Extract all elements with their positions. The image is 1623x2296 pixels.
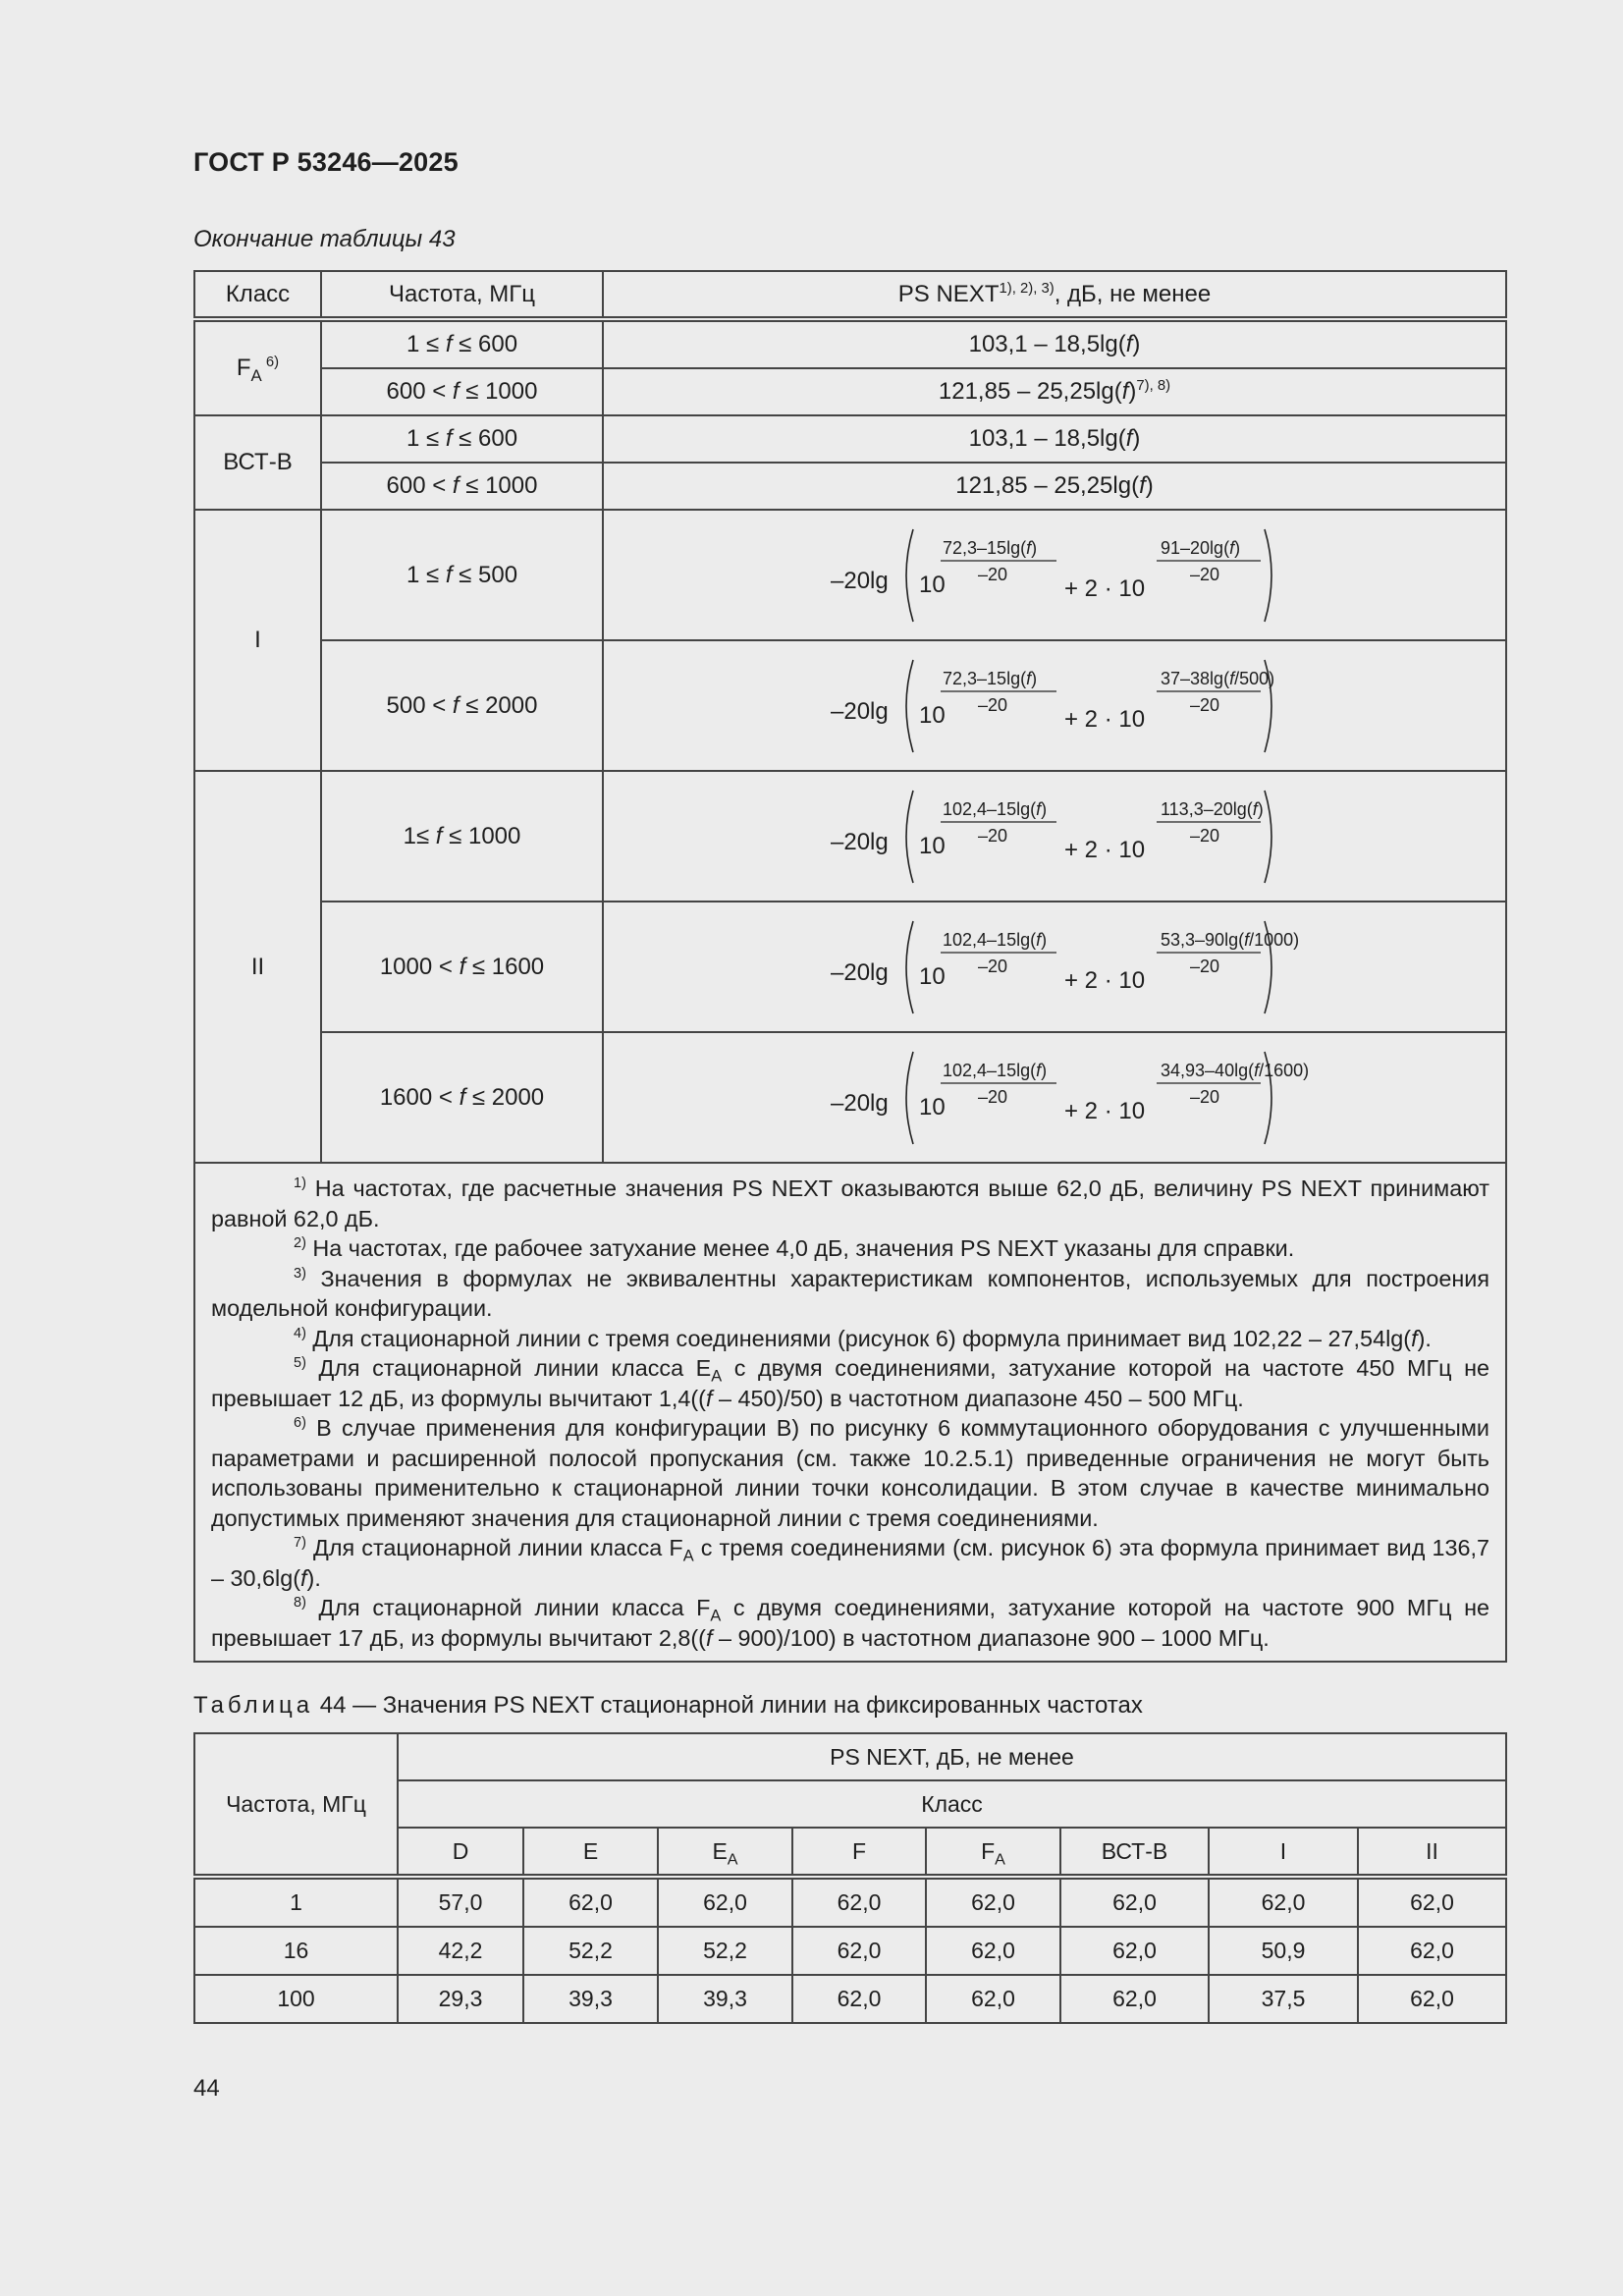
footnote-2: $^{2)}$ На частотах, где рабочее затухание менее 4,0 дБ, значения PS NEXT указаны для справки. bbox=[294, 1235, 1295, 1261]
frequency-cell: 16 bbox=[194, 1927, 398, 1975]
value-cell: 62,0 bbox=[1358, 1975, 1506, 2023]
value-cell: 39,3 bbox=[658, 1975, 792, 2023]
class-header: $E_A$ bbox=[658, 1828, 792, 1877]
header-frequency: Частота, МГц bbox=[194, 1733, 398, 1877]
paren-open: ( bbox=[1246, 798, 1253, 819]
formula-prefix: –20lg bbox=[831, 1089, 889, 1117]
formula-prefix: –20lg bbox=[831, 828, 889, 855]
big-paren-left bbox=[906, 791, 913, 883]
class-header: F bbox=[792, 1828, 926, 1877]
table-row bbox=[194, 415, 1506, 463]
formula-base: 10 bbox=[919, 1093, 946, 1121]
formula-plus-term: + 2 · 10 bbox=[1064, 966, 1146, 994]
formula-base: 10 bbox=[919, 832, 946, 859]
paren-close: ) bbox=[1041, 1060, 1048, 1080]
footnote-4: $^{4)}$ Для стационарной линии с тремя соединениями (рисунок 6) формула принимает вид 102,22 – 27,54lg(f). bbox=[294, 1325, 1432, 1351]
value-cell: 62,0 bbox=[658, 1877, 792, 1927]
value-cell: 62,0 bbox=[792, 1877, 926, 1927]
header-psnext: PS $NEXT^{1), 2), 3)}$, дБ, не менее bbox=[603, 271, 1506, 319]
exponent-denominator: –20 bbox=[978, 825, 1008, 846]
psnext-formula bbox=[829, 521, 1280, 629]
footnote-1: $^{1)}$ На частотах, где расчетные значения PS NEXT оказываются выше 62,0 дБ, величину PS NEXT принимают равной 62,0 дБ. bbox=[211, 1175, 1489, 1231]
value-cell: 52,2 bbox=[523, 1927, 658, 1975]
frequency-range: 1≤ f ≤ 1000 bbox=[321, 771, 603, 902]
formula-base: 10 bbox=[919, 701, 946, 729]
exponent-denominator: –20 bbox=[1190, 825, 1220, 846]
value-cell: 50,9 bbox=[1209, 1927, 1358, 1975]
table-44 bbox=[193, 1732, 1507, 2024]
exponent-denominator: –20 bbox=[978, 694, 1008, 715]
table-43-continuation-caption: Окончание таблицы 43 bbox=[193, 226, 456, 252]
exponent-denominator: –20 bbox=[1190, 956, 1220, 976]
class-header: II bbox=[1358, 1828, 1506, 1877]
formula-prefix: –20lg bbox=[831, 697, 889, 725]
exponent-denominator: –20 bbox=[1190, 564, 1220, 584]
header-class: Класс bbox=[194, 271, 321, 319]
frequency-range: 1600 < f ≤ 2000 bbox=[321, 1032, 603, 1163]
formula-plus-term: + 2 · 10 bbox=[1064, 574, 1146, 602]
psnext-expression: 121,85 – 25,25lg(f) bbox=[603, 463, 1506, 510]
value-cell: 62,0 bbox=[926, 1975, 1060, 2023]
class-header: D bbox=[398, 1828, 523, 1877]
table-row bbox=[194, 510, 1506, 640]
table-row bbox=[194, 368, 1506, 415]
big-paren-left bbox=[906, 921, 913, 1013]
exponent-numerator: 102,4–15lg(f) bbox=[943, 929, 1048, 950]
formula-plus-term: + 2 · 10 bbox=[1064, 705, 1146, 733]
formula-prefix: –20lg bbox=[831, 958, 889, 986]
formula-plus-term: + 2 · 10 bbox=[1064, 1097, 1146, 1124]
exponent-denominator: –20 bbox=[1190, 1086, 1220, 1107]
exponent-denominator: –20 bbox=[978, 1086, 1008, 1107]
value-cell: 62,0 bbox=[523, 1877, 658, 1927]
value-cell: 39,3 bbox=[523, 1975, 658, 2023]
value-cell: 62,0 bbox=[1209, 1877, 1358, 1927]
paren-open: ( bbox=[1030, 1060, 1037, 1080]
class-header: I bbox=[1209, 1828, 1358, 1877]
footnote-5: $^{5)}$ Для стационарной линии класса $E_A$ с двумя соединениями, затухание которой на частоте 450 МГц не превышает 12 дБ, из формулы вычитают 1,4((f – 450)/50) в частотном диапазоне 450 – 500 МГц. bbox=[211, 1355, 1489, 1411]
value-cell: 29,3 bbox=[398, 1975, 523, 2023]
psnext-formula bbox=[829, 783, 1280, 891]
class-cell-i: I bbox=[194, 510, 321, 771]
table-row bbox=[194, 640, 1506, 771]
footnotes bbox=[194, 1163, 1506, 1662]
footnote-3: $^{3)}$ Значения в формулах не эквивалентны характеристикам компонентов, используемых для построения модельной конфигурации. bbox=[211, 1265, 1489, 1321]
table-row bbox=[194, 902, 1506, 1032]
value-cell: 37,5 bbox=[1209, 1975, 1358, 2023]
header-class: Класс bbox=[398, 1780, 1506, 1828]
psnext-formula bbox=[829, 1044, 1310, 1152]
paren-open: ( bbox=[1223, 537, 1230, 558]
standard-designation: ГОСТ Р 53246—2025 bbox=[193, 147, 459, 177]
table-44-caption: Таблица 44 — Значения PS NEXT стационарной линии на фиксированных частотах bbox=[193, 1692, 1143, 1719]
footnotes-row bbox=[194, 1163, 1506, 1662]
table-row bbox=[194, 1927, 1506, 1975]
psnext-formula-cell bbox=[603, 1032, 1506, 1163]
value-cell: 62,0 bbox=[1060, 1877, 1209, 1927]
psnext-formula-cell bbox=[603, 510, 1506, 640]
exponent-denominator: –20 bbox=[1190, 694, 1220, 715]
exponent-numerator: 37–38lg(f/500) bbox=[1161, 668, 1275, 688]
psnext-expression: 103,1 – 18,5lg(f) bbox=[603, 415, 1506, 463]
paren-close: ) bbox=[1041, 929, 1048, 950]
formula-base: 10 bbox=[919, 962, 946, 990]
exponent-numerator: 72,3–15lg(f) bbox=[943, 537, 1038, 558]
paren-close: ) bbox=[1257, 798, 1264, 819]
frequency-range: 500 < f ≤ 2000 bbox=[321, 640, 603, 771]
exponent-numerator: 102,4–15lg(f) bbox=[943, 1060, 1048, 1080]
paren-open: ( bbox=[1020, 668, 1027, 688]
value-cell: 62,0 bbox=[926, 1877, 1060, 1927]
class-cell-fa: $F_A$ $^{6)}$ bbox=[194, 319, 321, 415]
class-cell-bct-b: ВСТ-В bbox=[194, 415, 321, 510]
big-paren-left bbox=[906, 529, 913, 622]
exponent-numerator: 91–20lg(f) bbox=[1161, 537, 1241, 558]
exponent-numerator: 113,3–20lg(f) bbox=[1161, 798, 1264, 819]
paren-open: ( bbox=[1248, 1060, 1255, 1080]
psnext-expression: $121,85 - 25,25\lg(f)^{7), 8)}$ bbox=[603, 368, 1506, 415]
paren-close: ) bbox=[1293, 929, 1300, 950]
psnext-expression: 103,1 – 18,5lg(f) bbox=[603, 319, 1506, 368]
table-row bbox=[194, 1877, 1506, 1927]
frequency-cell: 1 bbox=[194, 1877, 398, 1927]
paren-close: ) bbox=[1031, 668, 1038, 688]
value-cell: 62,0 bbox=[926, 1927, 1060, 1975]
frequency-cell: 100 bbox=[194, 1975, 398, 2023]
frequency-range: 1 ≤ f ≤ 500 bbox=[321, 510, 603, 640]
footnote-8: $^{8)}$ Для стационарной линии класса $F_A$ с двумя соединениями, затухание которой на частоте 900 МГц не превышает 17 дБ, из формулы вычитают 2,8((f – 900)/100) в частотном диапазоне 900 – 1000 МГц. bbox=[211, 1595, 1489, 1651]
exponent-numerator: 34,93–40lg(f/1600) bbox=[1161, 1060, 1310, 1080]
page-number: 44 bbox=[193, 2075, 220, 2102]
exponent-denominator: –20 bbox=[978, 956, 1008, 976]
table-row bbox=[194, 1975, 1506, 2023]
footnote-7: $^{7)}$ Для стационарной линии класса $F_A$ с тремя соединениями (см. рисунок 6) эта формула принимает вид 136,7 – 30,6lg(f). bbox=[211, 1535, 1489, 1591]
value-cell: 62,0 bbox=[1358, 1927, 1506, 1975]
value-cell: 62,0 bbox=[792, 1927, 926, 1975]
paren-close: ) bbox=[1041, 798, 1048, 819]
formula-plus-term: + 2 · 10 bbox=[1064, 836, 1146, 863]
header-frequency: Частота, МГц bbox=[321, 271, 603, 319]
value-cell: 62,0 bbox=[1060, 1975, 1209, 2023]
class-header: E bbox=[523, 1828, 658, 1877]
table-43 bbox=[193, 270, 1507, 1663]
exponent-numerator: 102,4–15lg(f) bbox=[943, 798, 1048, 819]
frequency-range: 600 < f ≤ 1000 bbox=[321, 463, 603, 510]
value-cell: 62,0 bbox=[1060, 1927, 1209, 1975]
table-row bbox=[194, 319, 1506, 368]
frequency-range: 600 < f ≤ 1000 bbox=[321, 368, 603, 415]
value-cell: 62,0 bbox=[792, 1975, 926, 2023]
exponent-denominator: –20 bbox=[978, 564, 1008, 584]
paren-open: ( bbox=[1238, 929, 1245, 950]
value-cell: 62,0 bbox=[1358, 1877, 1506, 1927]
footnote-6: $^{6)}$ В случае применения для конфигурации В) по рисунку 6 коммутационного оборудования с улучшенными параметрами и расширенной полосой пропускания (см. также 10.2.5.1) приведенные ограничения не могут быть использованы применительно к стационарной линии точки консолидации. В этом случае в качестве минимально допустимых применяют значения для стационарной линии с тремя соединениями. bbox=[211, 1415, 1489, 1531]
paren-open: ( bbox=[1020, 537, 1027, 558]
table-row bbox=[194, 771, 1506, 902]
big-paren-right bbox=[1265, 791, 1271, 883]
class-cell-ii: II bbox=[194, 771, 321, 1163]
header-psnext: PS NEXT, дБ, не менее bbox=[398, 1733, 1506, 1780]
paren-close: ) bbox=[1031, 537, 1038, 558]
frequency-range: 1 ≤ f ≤ 600 bbox=[321, 415, 603, 463]
paren-open: ( bbox=[1223, 668, 1230, 688]
frequency-range: 1 ≤ f ≤ 600 bbox=[321, 319, 603, 368]
class-header: $F_A$ bbox=[926, 1828, 1060, 1877]
paren-open: ( bbox=[1030, 929, 1037, 950]
value-cell: 57,0 bbox=[398, 1877, 523, 1927]
big-paren-right bbox=[1265, 529, 1271, 622]
class-header: ВСТ-В bbox=[1060, 1828, 1209, 1877]
formula-prefix: –20lg bbox=[831, 567, 889, 594]
table-row bbox=[194, 1032, 1506, 1163]
paren-close: ) bbox=[1303, 1060, 1310, 1080]
exponent-numerator: 72,3–15lg(f) bbox=[943, 668, 1038, 688]
paren-close: ) bbox=[1269, 668, 1275, 688]
formula-base: 10 bbox=[919, 571, 946, 598]
psnext-formula bbox=[829, 913, 1300, 1021]
paren-open: ( bbox=[1030, 798, 1037, 819]
value-cell: 52,2 bbox=[658, 1927, 792, 1975]
psnext-formula-cell bbox=[603, 771, 1506, 902]
big-paren-left bbox=[906, 1052, 913, 1144]
psnext-formula-cell bbox=[603, 902, 1506, 1032]
table-row bbox=[194, 463, 1506, 510]
big-paren-left bbox=[906, 660, 913, 752]
value-cell: 42,2 bbox=[398, 1927, 523, 1975]
psnext-formula-cell bbox=[603, 640, 1506, 771]
paren-close: ) bbox=[1234, 537, 1241, 558]
frequency-range: 1000 < f ≤ 1600 bbox=[321, 902, 603, 1032]
exponent-numerator: 53,3–90lg(f/1000) bbox=[1161, 929, 1300, 950]
psnext-formula bbox=[829, 652, 1280, 760]
